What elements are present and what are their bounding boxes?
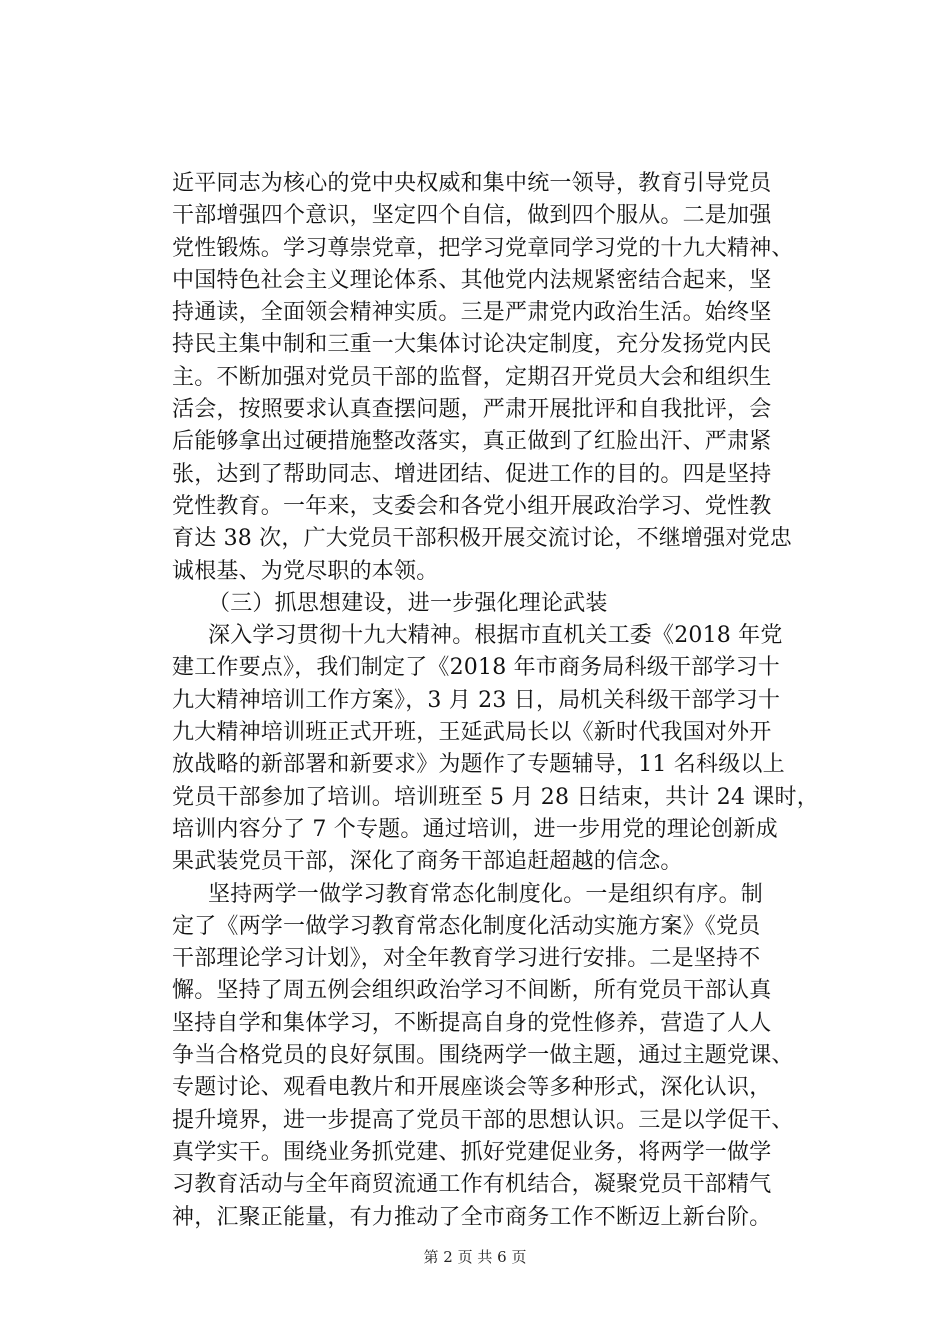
text-line: 九大精神培训工作方案》，3 月 23 日，局机关科级干部学习十 [172, 687, 781, 713]
text-line: 持民主集中制和三重一大集体讨论决定制度，充分发扬党内民 [172, 332, 772, 358]
text-line: 党性锻炼。学习尊崇党章，把学习党章同学习党的十九大精神、 [172, 235, 794, 261]
text-line: 后能够拿出过硬措施整改落实，真正做到了红脸出汗、严肃紧 [172, 429, 772, 455]
text-line: 九大精神培训班正式开班，王延武局长以《新时代我国对外开 [172, 720, 772, 746]
paragraph-start: 深入学习贯彻十九大精神。根据市直机关工委《2018 年党 [208, 623, 783, 649]
section-heading: （三）抓思想建设，进一步强化理论武装 [208, 590, 608, 616]
text-line: 真学实干。围绕业务抓党建、抓好党建促业务，将两学一做学 [172, 1139, 772, 1165]
text-line: 活会，按照要求认真查摆问题，严肃开展批评和自我批评，会 [172, 397, 772, 423]
page-number-footer: 第 2 页 共 6 页 [423, 1248, 527, 1266]
text-line: 党性教育。一年来，支委会和各党小组开展政治学习、党性教 [172, 493, 772, 519]
text-line: 干部增强四个意识，坚定四个自信，做到四个服从。二是加强 [172, 203, 772, 229]
text-line: 育达 38 次，广大党员干部积极开展交流讨论，不继增强对党忠 [172, 526, 792, 552]
text-line: 张，达到了帮助同志、增进团结、促进工作的目的。四是坚持 [172, 461, 772, 487]
text-line: 放战略的新部署和新要求》为题作了专题辅导，11 名科级以上 [172, 752, 785, 778]
paragraph-start: 坚持两学一做学习教育常态化制度化。一是组织有序。制 [208, 881, 764, 907]
text-line: 定了《两学一做学习教育常态化制度化活动实施方案》《党员 [172, 913, 761, 939]
text-line: 果武装党员干部，深化了商务干部追赶超越的信念。 [172, 849, 683, 875]
text-line: 提升境界，进一步提高了党员干部的思想认识。三是以学促干、 [172, 1107, 794, 1133]
text-line: 习教育活动与全年商贸流通工作有机结合，凝聚党员干部精气 [172, 1172, 772, 1198]
text-line: 懈。坚持了周五例会组织政治学习不间断，所有党员干部认真 [172, 978, 772, 1004]
text-line: 建工作要点》，我们制定了《2018 年市商务局科级干部学习十 [172, 655, 780, 681]
text-line: 党员干部参加了培训。培训班至 5 月 28 日结束，共计 24 课时， [172, 784, 819, 810]
text-line: 专题讨论、观看电教片和开展座谈会等多种形式，深化认识， [172, 1075, 772, 1101]
text-line: 神，汇聚正能量，有力推动了全市商务工作不断迈上新台阶。 [172, 1204, 772, 1230]
text-line: 坚持自学和集体学习，不断提高自身的党性修养，营造了人人 [172, 1010, 772, 1036]
text-line: 诚根基、为党尽职的本领。 [172, 558, 439, 584]
text-line: 干部理论学习计划》，对全年教育学习进行安排。二是坚持不 [172, 946, 761, 972]
document-body [172, 168, 819, 1234]
text-line: 近平同志为核心的党中央权威和集中统一领导，教育引导党员 [172, 171, 772, 196]
text-line: 持通读，全面领会精神实质。三是严肃党内政治生活。始终坚 [172, 300, 772, 326]
text-line: 主。不断加强对党员干部的监督，定期召开党员大会和组织生 [172, 364, 772, 390]
text-line: 中国特色社会主义理论体系、其他党内法规紧密结合起来，坚 [172, 267, 772, 293]
text-line: 培训内容分了 7 个专题。通过培训，进一步用党的理论创新成 [172, 816, 778, 842]
text-line: 争当合格党员的良好氛围。围绕两学一做主题，通过主题党课、 [172, 1043, 794, 1069]
